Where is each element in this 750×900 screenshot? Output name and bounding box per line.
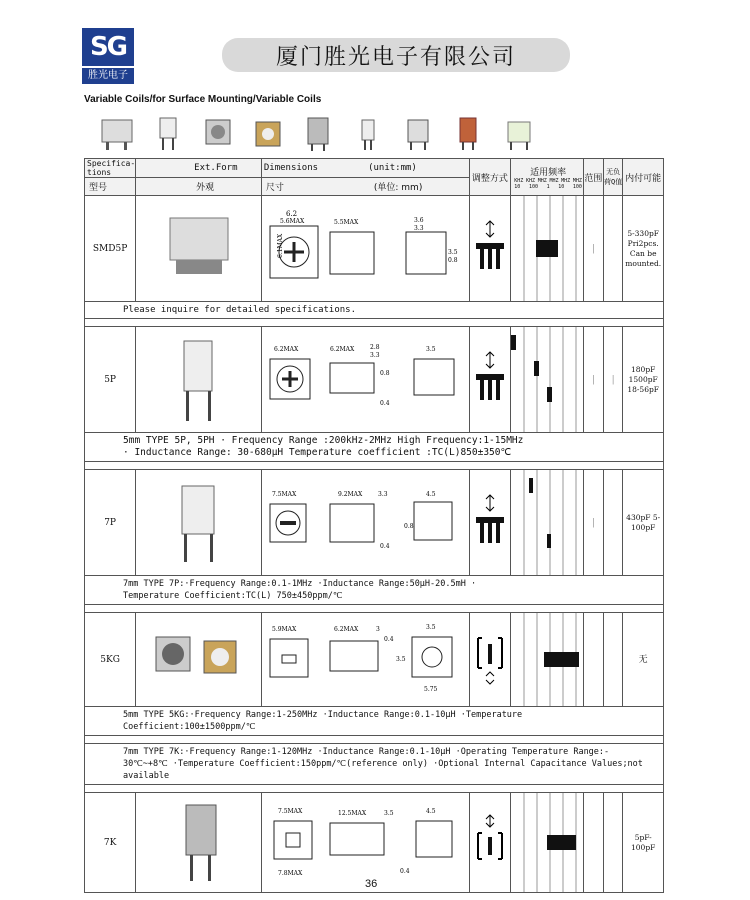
coil-photo-icon [498, 114, 538, 152]
dimension-drawing [261, 470, 469, 576]
dim-label: 9.2MAX [337, 491, 363, 498]
coil-photo-icon [148, 114, 188, 152]
adjust-bracket-icon [470, 628, 510, 688]
dim-label: 4.5 [425, 491, 436, 498]
model-name: 5P [85, 327, 136, 433]
company-banner: 厦门胜光电子有限公司 [222, 38, 570, 72]
model-name: 5KG [85, 613, 136, 707]
dim-label: 3.5 [447, 249, 458, 256]
dim-label: 5.5MAX [333, 219, 359, 226]
frequency-range [511, 470, 584, 576]
coil-photo-icon [138, 329, 258, 427]
note-row [85, 576, 664, 605]
dim-label: 3 [375, 626, 380, 633]
adjust-icon-cell [469, 470, 511, 576]
noload-q-cell [603, 196, 622, 302]
range-cell: | [583, 196, 603, 302]
dim-label: 4.5 [425, 808, 436, 815]
freq-scale-top: KHZ KHZ MHZ MHZ MHZ MHZ [514, 177, 582, 184]
dim-label: 7.8MAX [277, 870, 303, 877]
dim-label: 3.3 [369, 352, 380, 359]
internal-cap: 180pF 1500pF 18-56pF [623, 327, 664, 433]
dimension-drawing [261, 613, 469, 707]
header-ext-form: Ext.Form [136, 159, 262, 178]
frequency-range [511, 613, 584, 707]
range-cell [583, 793, 603, 893]
coil-photo-icon [138, 615, 258, 701]
dim-label: 3.3 [413, 225, 424, 232]
logo-text: 胜光电子 [82, 68, 134, 84]
dim-label: 0.4 [379, 543, 390, 550]
dim-label: 5.9MAX [271, 626, 297, 633]
header-appearance: 外观 [136, 178, 262, 196]
coil-photo-icon [448, 114, 488, 152]
coil-photo-icon [248, 114, 288, 152]
frequency-range [511, 196, 584, 302]
model-name: 7K [85, 793, 136, 893]
header-internal-cap: 内付可能 [623, 159, 664, 196]
product-thumbnails [98, 106, 538, 152]
dim-label: 0.4 [383, 636, 394, 643]
adjust-icon-cell [469, 613, 511, 707]
internal-cap: 5-330pF Pri2pcs. Can be mounted. [623, 196, 664, 302]
adjust-arrow-icon [470, 491, 510, 551]
note-row [85, 302, 664, 319]
product-photo [136, 327, 262, 433]
model-name: 7P [85, 470, 136, 576]
table-row [85, 613, 664, 707]
model-name: SMD5P [85, 196, 136, 302]
adjust-arrow-icon [470, 217, 510, 277]
dimension-drawing-icon [264, 198, 466, 296]
header-size: 尺寸 (单位: mm) [261, 178, 469, 196]
dimension-drawing-icon [264, 615, 466, 701]
dim-label: 0.4 [399, 868, 410, 875]
row-note: Please inquire for detailed specifications. [85, 302, 664, 319]
coil-photo-icon [198, 114, 238, 152]
table-row [85, 196, 664, 302]
row-note: 7mm TYPE 7K:·Frequency Range:1-120MHz ·Inductance Range:0.1-10μH ·Operating Temperature Range:- 30℃~+8℃ ·Temperature Coefficient:150ppm/℃(reference only) ·Optional Internal Capacitance Values;not available [85, 744, 664, 785]
header-frequency: 适用频率 KHZ KHZ MHZ MHZ MHZ MHZ 10 100 1 10 100 [511, 159, 584, 196]
range-cell: | [583, 470, 603, 576]
product-photo [136, 196, 262, 302]
freq-bar [534, 361, 539, 376]
internal-cap: 无 [623, 613, 664, 707]
dim-label: 5.75 [423, 686, 438, 693]
dim-label: 3.5 [425, 624, 436, 631]
dim-label: 12.5MAX [337, 810, 366, 817]
dimension-drawing [261, 327, 469, 433]
dim-label: 0.8 [403, 523, 414, 530]
freq-bar [529, 478, 533, 493]
freq-bar [536, 240, 557, 257]
spec-table [84, 158, 664, 893]
dim-label: 6.1MAX [276, 233, 284, 258]
freq-bar [547, 534, 551, 549]
dim-label: 6.2MAX [329, 346, 355, 353]
coil-photo-icon [398, 114, 438, 152]
internal-cap: 430pF 5-100pF [623, 470, 664, 576]
range-cell [583, 613, 603, 707]
coil-photo-icon [298, 114, 338, 152]
adjust-icon-cell [469, 793, 511, 893]
freq-bar [544, 652, 580, 667]
freq-bar [547, 387, 552, 402]
dimension-drawing-icon [264, 329, 466, 427]
dim-label: 3.5 [383, 810, 394, 817]
product-photo [136, 613, 262, 707]
noload-q-cell: | [603, 327, 622, 433]
dimension-drawing-icon [264, 472, 466, 570]
freq-bar [547, 835, 576, 851]
coil-photo-icon [98, 114, 138, 152]
page-subtitle: Variable Coils/for Surface Mounting/Variable Coils [84, 94, 322, 105]
dimension-drawing-icon [264, 795, 466, 887]
dim-label: 3.5 [425, 346, 436, 353]
table-header-en [85, 159, 664, 178]
table-row [85, 327, 664, 433]
dim-label: 7.5MAX [277, 808, 303, 815]
header-model: 型号 [85, 178, 136, 196]
dim-label: 0.8 [447, 257, 458, 264]
frequency-range [511, 793, 584, 893]
header-noload-q: 无负荷Q值 [603, 159, 622, 196]
coil-photo-icon [138, 472, 258, 570]
dim-label: 3.6 [413, 217, 424, 224]
dim-label: 0.8 [379, 370, 390, 377]
coil-photo-icon [138, 795, 258, 887]
row-note: 5mm TYPE 5KG:·Frequency Range:1-250MHz ·Inductance Range:0.1-10μH ·Temperature Coefficient:100±1500ppm/℃ [85, 707, 664, 736]
row-note: 7mm TYPE 7P:·Frequency Range:0.1-1MHz ·Inductance Range:50μH-20.5mH · Temperature Coefficient:TC(L) 750±450ppm/℃ [85, 576, 664, 605]
noload-q-cell [603, 470, 622, 576]
row-note: 5mm TYPE 5P, 5PH · Frequency Range :200kHz-2MHz High Frequency:1-15MHz · Inductance Range: 30-680μH Temperature coefficient :TC(L)850±350℃ [85, 433, 664, 462]
company-logo [82, 28, 134, 84]
dim-label: 5.6MAX [279, 218, 305, 225]
header-dimensions: Dimensions (unit:mm) [261, 159, 469, 178]
page-number: 36 [365, 878, 378, 890]
adjust-bracket-icon [470, 811, 510, 871]
table-row [85, 470, 664, 576]
frequency-range [511, 327, 584, 433]
internal-cap: 5pF-100pF [623, 793, 664, 893]
dim-label: 6.2MAX [333, 626, 359, 633]
note-row [85, 744, 664, 785]
adjust-icon-cell [469, 196, 511, 302]
dim-label: 2.8 [369, 344, 380, 351]
adjust-icon-cell [469, 327, 511, 433]
coil-photo-icon [348, 114, 388, 152]
logo-mark: SG [82, 28, 134, 66]
range-cell: | [583, 327, 603, 433]
header-adjust: 调整方式 [469, 159, 511, 196]
product-photo [136, 793, 262, 893]
header-spec: Specifica-tions [85, 159, 136, 178]
adjust-arrow-icon [470, 348, 510, 408]
note-row [85, 433, 664, 462]
header-range: 范围 [583, 159, 603, 196]
dim-label: 3.3 [377, 491, 388, 498]
note-row [85, 707, 664, 736]
dimension-drawing [261, 196, 469, 302]
noload-q-cell [603, 613, 622, 707]
product-photo [136, 470, 262, 576]
dim-label: 6.2MAX [273, 346, 299, 353]
freq-scale-bottom: 10 100 1 10 100 [514, 183, 582, 190]
dim-label: 3.5 [395, 656, 406, 663]
dim-label: 7.5MAX [271, 491, 297, 498]
coil-photo-icon [138, 198, 258, 296]
dim-label: 0.4 [379, 400, 390, 407]
noload-q-cell [603, 793, 622, 893]
dim-label: 6.2 [285, 210, 298, 218]
freq-bar [511, 335, 515, 350]
